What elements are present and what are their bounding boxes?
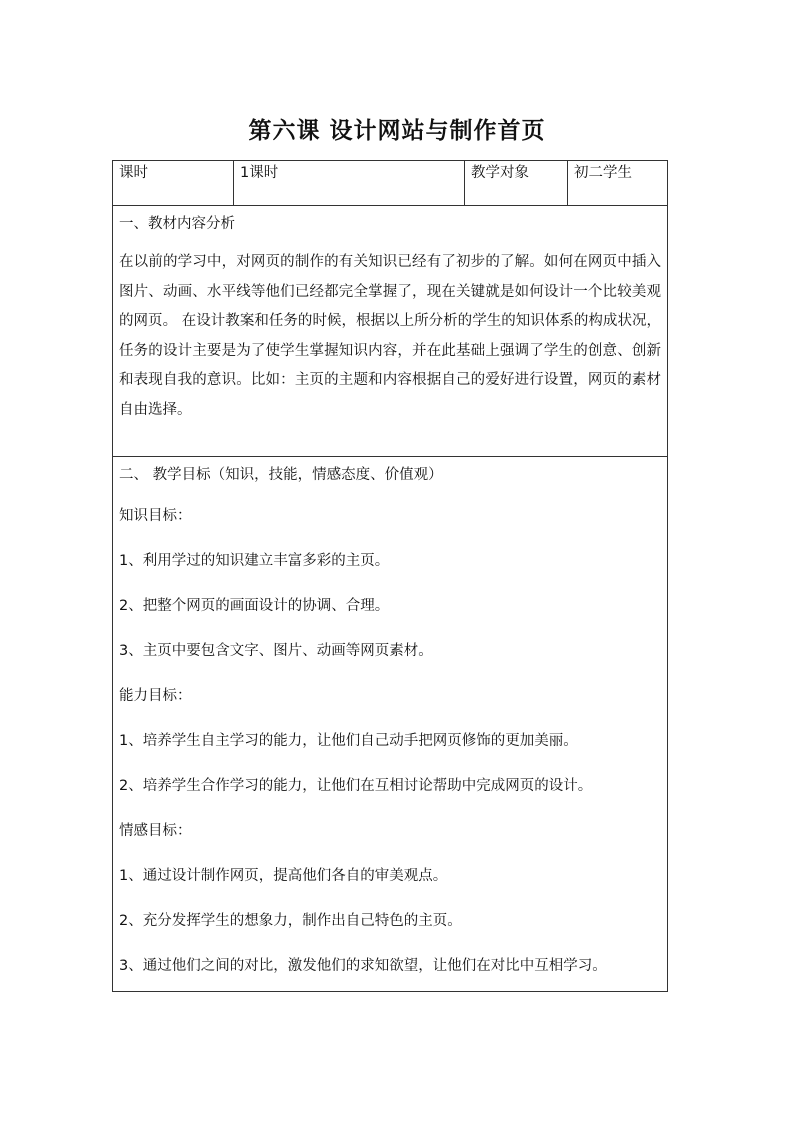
section-analysis: [113, 206, 668, 457]
page-title: 第六课 设计网站与制作首页: [248, 117, 546, 144]
list-item: 1、利用学过的知识建立丰富多彩的主页。: [119, 553, 390, 569]
section-analysis-row: [113, 206, 668, 457]
header-row: [113, 161, 668, 206]
list-item: 3、通过他们之间的对比，激发他们的求知欲望，让他们在对比中互相学习。: [119, 958, 607, 974]
target-value: 初二学生: [568, 161, 668, 206]
section-objectives: [113, 457, 668, 992]
list-item: 2、培养学生合作学习的能力，让他们在互相讨论帮助中完成网页的设计。: [119, 778, 593, 794]
section-objectives-heading: 二、 教学目标（知识，技能，情感态度、价值观）: [119, 467, 443, 483]
list-item: 1、通过设计制作网页，提高他们各自的审美观点。: [119, 868, 448, 884]
hours-label: 课时: [113, 161, 234, 206]
list-item: 2、充分发挥学生的想象力，制作出自己特色的主页。: [119, 913, 462, 929]
ability-label: 能力目标：: [119, 688, 192, 704]
emotion-label: 情感目标：: [119, 823, 192, 839]
knowledge-label: 知识目标：: [119, 508, 192, 524]
section-analysis-body: 在以前的学习中，对网页的制作的有关知识已经有了初步的了解。如何在网页中插入图片、动画、水平线等他们已经都完全掌握了，现在关键就是如何设计一个比较美观的网页。 在设计教案和任务的时候，根据以上所分析的学生的知识体系的构成状况，任务的设计主要是为了使学生掌握知识内容，并在此基础上强调了学生的创意、创新和表现自我的意识。比如：主页的主题和内容根据自己的爱好进行设置，网页的素材自由选择。: [119, 254, 661, 418]
section-analysis-heading: 一、教材内容分析: [119, 216, 235, 232]
list-item: 3、主页中要包含文字、图片、动画等网页素材。: [119, 643, 433, 659]
hours-value: 1课时: [234, 161, 465, 206]
section-objectives-row: [113, 457, 668, 992]
list-item: 2、把整个网页的画面设计的协调、合理。: [119, 598, 390, 614]
lesson-plan-table: [112, 160, 668, 992]
target-label: 教学对象: [465, 161, 568, 206]
list-item: 1、培养学生自主学习的能力，让他们自己动手把网页修饰的更加美丽。: [119, 733, 578, 749]
